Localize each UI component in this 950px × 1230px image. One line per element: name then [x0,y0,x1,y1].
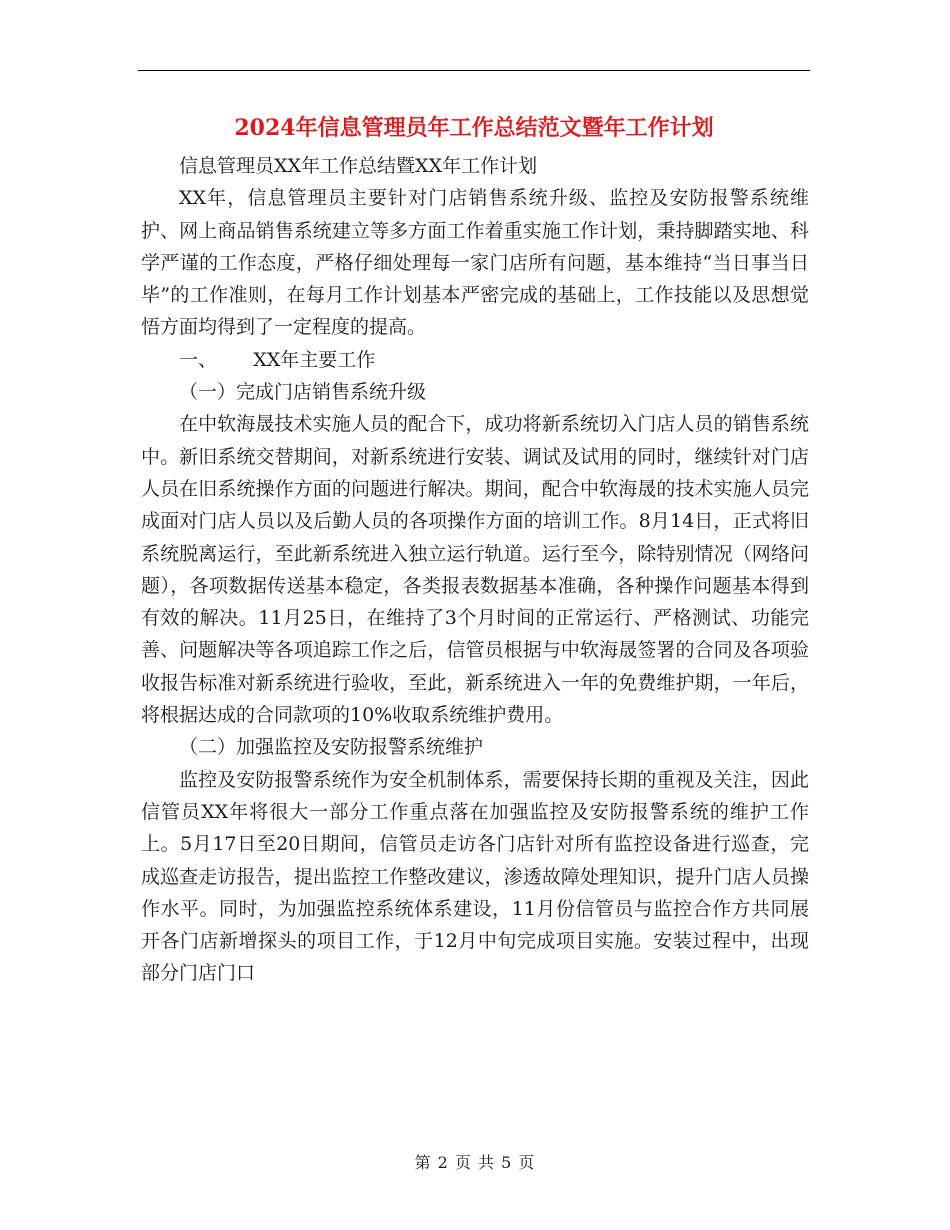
document-subtitle: 信息管理员XX年工作总结暨XX年工作计划 [179,155,538,177]
page-number: 第 2 页 共 5 页 [414,1153,536,1172]
document-title: 2024年信息管理员年工作总结范文暨年工作计划 [234,115,714,141]
pos-upgrade-paragraph: 在中软海晟技术实施人员的配合下，成功将新系统切入门店人员的销售系统中。新旧系统交替期间，对新系统进行安装、调试及试用的同时，继续针对门店人员在旧系统操作方面的问题进行解决。期间，配合中软海晟的技术实施人员完成面对门店人员以及后勤人员的各项操作方面的培训工作。8月14日，正式将旧系统脱离运行，至此新系统进入独立运行轨道。运行至今，除特别情况（网络问题），各项数据传送基本稳定，各类报表数据基本准确，各种操作问题基本得到有效的解决。11月25日，在维持了3个月时间的正常运行、严格测试、功能完善、问题解决等各项追踪工作之后，信管员根据与中软海晟签署的合同及各项验收报告标准对新系统进行验收，至此，新系统进入一年的免费维护期，一年后，将根据达成的合同款项的10%收取系统维护费用。 [141,413,809,727]
document-body [141,150,809,990]
section-heading-main-work: 一、 XX年主要工作 [179,348,376,371]
subsection-heading-pos-upgrade: （一）完成门店销售系统升级 [179,381,427,404]
security-maintenance-paragraph: 监控及安防报警系统作为安全机制体系，需要保持长期的重视及关注，因此信管员XX年将很大一部分工作重点落在加强监控及安防报警系统的维护工作上。5月17日至20日期间，信管员走访各门店针对所有监控设备进行巡查，完成巡查走访报告，提出监控工作整改建议，渗透故障处理知识，提升门店人员操作水平。同时，为加强监控系统体系建设，11月份信管员与监控合作方共同展开各门店新增探头的项目工作，于12月中旬完成项目实施。安装过程中，出现部分门店门口 [141,768,809,985]
intro-paragraph: XX年，信息管理员主要针对门店销售系统升级、监控及安防报警系统维护、网上商品销售系统建立等多方面工作着重实施工作计划，秉持脚踏实地、科学严谨的工作态度，严格仔细处理每一家门店所有问题，基本维持“当日事当日毕”的工作准则，在每月工作计划基本严密完成的基础上，工作技能以及思想觉悟方面均得到了一定程度的提高。 [141,187,809,339]
subsection-heading-security-maintenance: （二）加强监控及安防报警系统维护 [179,736,484,759]
header-rule [138,70,810,71]
